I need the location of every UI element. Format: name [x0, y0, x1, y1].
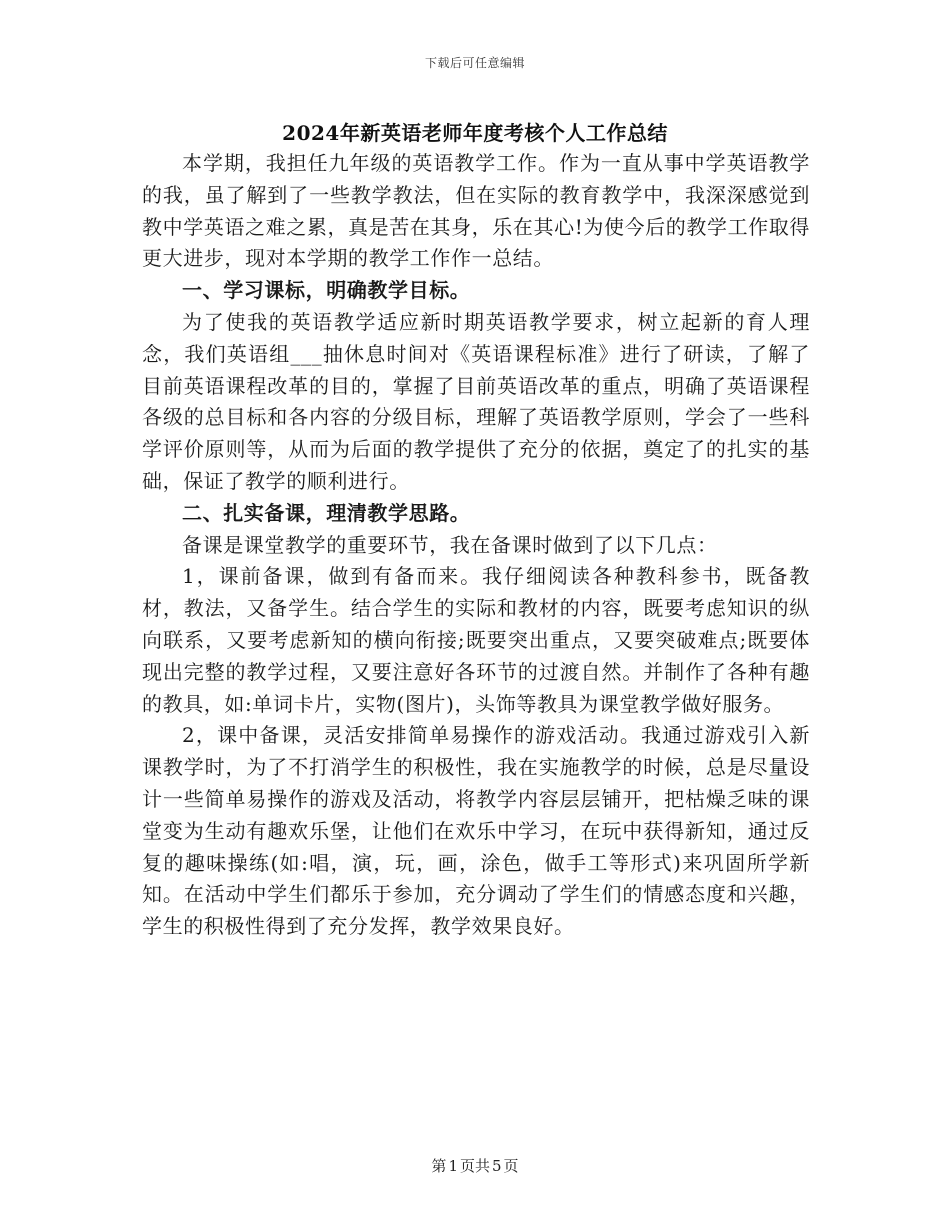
header-note: 下载后可任意编辑 — [424, 56, 525, 70]
paragraph-section-1: 为了使我的英语教学适应新时期英语教学要求，树立起新的育人理念，我们英语组___抽休息时间对《英语课程标准》进行了研读，了解了目前英语课程改革的目的，掌握了目前英语改革的重点，明确了英语课程各级的总目标和各内容的分级目标，理解了英语教学原则，学会了一些科学评价原则等，从而为后面的教学提供了充分的依据，奠定了的扎实的基础，保证了教学的顺利进行。 — [142, 309, 810, 493]
document-body — [142, 148, 810, 943]
paragraph-point-1: 1，课前备课，做到有备而来。我仔细阅读各种教科参书，既备教材，教法，又备学生。结合学生的实际和教材的内容，既要考虑知识的纵向联系，又要考虑新知的横向衔接;既要突出重点，又要突破难点;既要体现出完整的教学过程，又要注意好各环节的过渡自然。并制作了各种有趣的教具，如:单词卡片，实物(图片)，头饰等教具为课堂教学做好服务。 — [142, 564, 810, 716]
paragraph-intro: 本学期，我担任九年级的英语教学工作。作为一直从事中学英语教学的我，虽了解到了一些教学教法，但在实际的教育教学中，我深深感觉到教中学英语之难之累，真是苦在其身，乐在其心!为使今后的教学工作取得更大进步，现对本学期的教学工作作一总结。 — [142, 151, 810, 271]
section-heading-2: 二、扎实备课，理清教学思路。 — [182, 500, 471, 525]
document-title: 2024年新英语老师年度考核个人工作总结 — [282, 121, 668, 145]
footer-mid: 页共 — [459, 1157, 490, 1175]
footer-suffix: 页 — [503, 1157, 519, 1175]
section-heading-1: 一、学习课标，明确教学目标。 — [182, 278, 471, 303]
page-footer — [0, 1155, 950, 1176]
paragraph-point-2: 2，课中备课，灵活安排简单易操作的游戏活动。我通过游戏引入新课教学时，为了不打消学生的积极性，我在实施教学的时候，总是尽量设计一些简单易操作的游戏及活动，将教学内容层层铺开，把枯燥乏味的课堂变为生动有趣欢乐堡，让他们在欢乐中学习，在玩中获得新知，通过反复的趣味操练(如:唱，演，玩，画，涂色，做手工等形式)来巩固所学新知。在活动中学生们都乐于参加，充分调动了学生们的情感态度和兴趣，学生的积极性得到了充分发挥，教学效果良好。 — [142, 723, 810, 939]
total-pages-number: 5 — [492, 1157, 502, 1175]
footer-prefix: 第 — [431, 1157, 447, 1175]
current-page-number: 1 — [448, 1157, 458, 1175]
paragraph-section-2-intro: 备课是课堂教学的重要环节，我在备课时做到了以下几点： — [182, 532, 718, 557]
